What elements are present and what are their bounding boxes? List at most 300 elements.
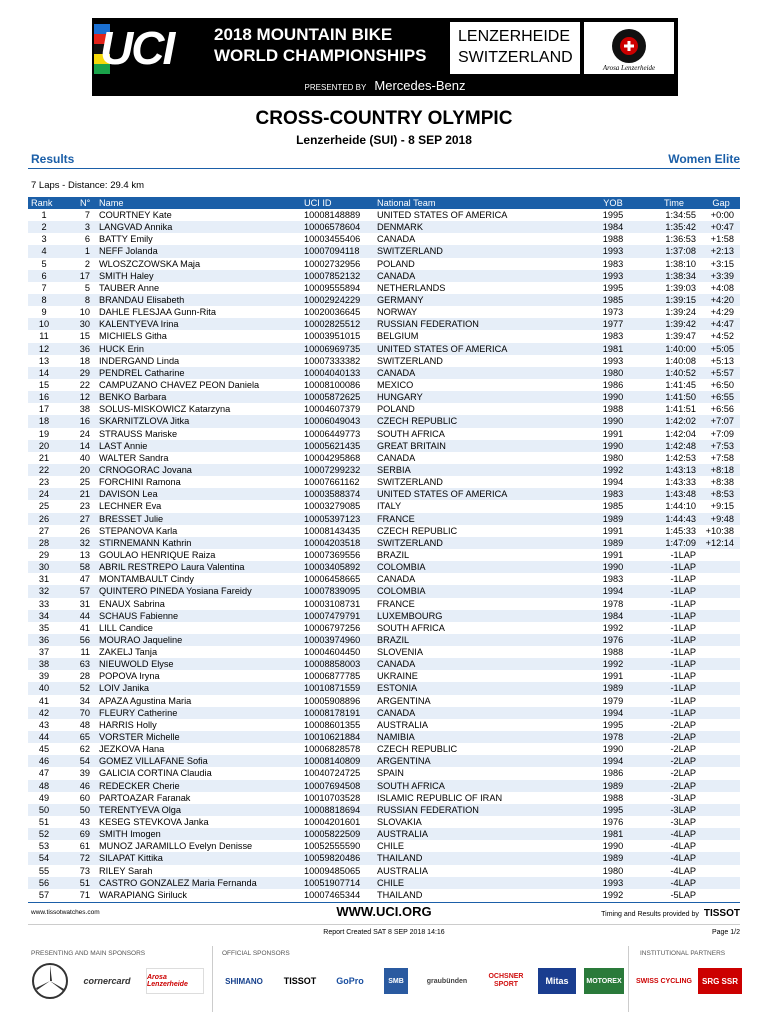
cell-name: MUNOZ JARAMILLO Evelyn Denisse: [99, 841, 253, 852]
cell-gap: +0:47: [710, 222, 734, 233]
sponsor-logo: SWISS CYCLING: [636, 977, 693, 985]
cell-rank: 10: [38, 319, 50, 330]
sponsor-logo: OCHSNER SPORT: [488, 973, 524, 988]
cell-time: 1:39:03: [665, 282, 696, 293]
table-row: [28, 294, 740, 306]
cell-uci-id: 10004201601: [304, 817, 361, 828]
cell-no: 58: [79, 562, 90, 573]
cell-time: -1LAP: [670, 634, 696, 645]
cell-team: CZECH REPUBLIC: [377, 744, 458, 755]
cell-yob: 1992: [602, 659, 624, 670]
cell-gap: +3:15: [710, 258, 734, 269]
cell-no: 50: [79, 804, 90, 815]
cell-name: BRESSET Julie: [99, 513, 164, 524]
cell-rank: 19: [38, 428, 50, 439]
cell-no: 27: [79, 513, 90, 524]
cell-time: -1LAP: [670, 549, 696, 560]
cell-yob: 1978: [602, 732, 624, 743]
cell-name: PENDREL Catharine: [99, 367, 185, 378]
cell-team: NORWAY: [377, 307, 418, 318]
table-row: [28, 476, 740, 488]
championship-title-line2: WORLD CHAMPIONSHIPS: [214, 46, 427, 65]
cell-time: -1LAP: [670, 659, 696, 670]
cell-name: BENKO Barbara: [99, 392, 167, 403]
report-created: Report Created SAT 8 SEP 2018 14:16: [323, 929, 445, 936]
cell-rank: 23: [38, 477, 50, 488]
cell-team: LUXEMBOURG: [377, 610, 443, 621]
table-row: [28, 598, 740, 610]
cell-yob: 1984: [602, 222, 624, 233]
cell-rank: 28: [38, 537, 50, 548]
gear-logo-icon: [584, 22, 674, 74]
presented-by: [92, 76, 678, 96]
cell-rank: 50: [38, 804, 50, 815]
cell-yob: 1988: [602, 234, 624, 245]
cell-no: 23: [79, 501, 90, 512]
cell-team: NETHERLANDS: [377, 282, 446, 293]
table-row: [28, 464, 740, 476]
cell-team: THAILAND: [377, 853, 423, 864]
cell-team: POLAND: [377, 404, 415, 415]
cell-yob: 1989: [602, 853, 624, 864]
cell-no: 65: [79, 732, 90, 743]
cell-team: SOUTH AFRICA: [377, 428, 445, 439]
cell-team: NAMIBIA: [377, 732, 415, 743]
cell-uci-id: 10007369556: [304, 549, 361, 560]
cell-time: 1:42:04: [665, 428, 696, 439]
header-team: National Team: [377, 198, 436, 208]
table-row: [28, 221, 740, 233]
cell-rank: 20: [38, 440, 50, 451]
cell-team: HUNGARY: [377, 392, 423, 403]
cell-yob: 1994: [602, 756, 624, 767]
table-row: [28, 755, 740, 767]
cell-yob: 1986: [602, 768, 624, 779]
cell-time: -1LAP: [670, 622, 696, 633]
cell-uci-id: 10008818694: [304, 804, 361, 815]
cell-team: ESTONIA: [377, 683, 418, 694]
cell-no: 15: [79, 331, 90, 342]
cell-yob: 1973: [602, 307, 624, 318]
cell-rank: 9: [41, 307, 47, 318]
cell-gap: +8:38: [710, 477, 734, 488]
cell-team: SWITZERLAND: [377, 537, 443, 548]
cell-time: 1:34:55: [665, 210, 696, 220]
cell-uci-id: 10059820486: [304, 853, 361, 864]
cell-time: 1:36:53: [665, 234, 696, 245]
cell-yob: 1989: [602, 683, 624, 694]
cell-name: JEZKOVA Hana: [99, 744, 165, 755]
cell-rank: 12: [38, 343, 50, 354]
table-row: [28, 719, 740, 731]
cell-name: MOURAO Jaqueline: [99, 634, 183, 645]
cell-rank: 17: [38, 404, 50, 415]
cell-gap: +4:47: [710, 319, 734, 330]
cell-yob: 1993: [602, 877, 624, 888]
table-row: [28, 391, 740, 403]
cell-rank: 43: [38, 719, 50, 730]
cell-team: CANADA: [377, 367, 416, 378]
cell-name: KALENTYEVA Irina: [99, 319, 179, 330]
cell-name: LILL Candice: [99, 622, 153, 633]
cell-uci-id: 10003588374: [304, 489, 361, 500]
cell-gap: +3:39: [710, 270, 734, 281]
cell-yob: 1989: [602, 780, 624, 791]
cell-name: VORSTER Michelle: [99, 732, 180, 743]
cell-yob: 1983: [602, 258, 624, 269]
cell-uci-id: 10008143435: [304, 525, 361, 536]
cell-name: GOMEZ VILLAFANE Sofia: [99, 756, 208, 767]
cell-yob: 1985: [602, 501, 624, 512]
cell-uci-id: 10052555590: [304, 841, 361, 852]
cell-gap: +1:58: [710, 234, 734, 245]
cell-time: -5LAP: [670, 889, 696, 900]
cell-team: AUSTRALIA: [377, 865, 429, 876]
cell-time: -2LAP: [670, 732, 696, 743]
cell-uci-id: 10007333382: [304, 355, 361, 366]
table-row: [28, 415, 740, 427]
cell-uci-id: 10007694508: [304, 780, 361, 791]
cell-no: 6: [84, 234, 90, 245]
table-row: [28, 245, 740, 257]
cell-time: 1:42:48: [665, 440, 696, 451]
cell-rank: 32: [38, 586, 50, 597]
table-row: [28, 682, 740, 694]
cell-team: BRAZIL: [377, 549, 410, 560]
cell-uci-id: 10008140809: [304, 756, 361, 767]
cell-rank: 26: [38, 513, 50, 524]
cell-rank: 25: [38, 501, 50, 512]
cell-no: 2: [84, 258, 90, 269]
cell-gap: +6:56: [710, 404, 734, 415]
presenting-sponsors-heading: PRESENTING AND MAIN SPONSORS: [31, 950, 146, 957]
cell-time: 1:43:13: [665, 464, 696, 475]
cell-rank: 18: [38, 416, 50, 427]
cell-name: WARAPIANG Siriluck: [99, 889, 187, 900]
cell-no: 41: [79, 622, 90, 633]
cell-rank: 4: [41, 246, 47, 257]
cell-name: FLEURY Catherine: [99, 707, 178, 718]
sponsor-logo: TISSOT: [283, 976, 317, 986]
cell-name: GOULAO HENRIQUE Raiza: [99, 549, 216, 560]
cell-rank: 39: [38, 671, 50, 682]
cell-time: 1:42:02: [665, 416, 696, 427]
cell-yob: 1991: [602, 525, 624, 536]
cell-no: 61: [79, 841, 90, 852]
cell-team: UNITED STATES OF AMERICA: [377, 210, 508, 220]
header-uci-id: UCI ID: [304, 198, 332, 208]
table-row: [28, 634, 740, 646]
cell-name: APAZA Agustina Maria: [99, 695, 192, 706]
cell-team: MEXICO: [377, 379, 414, 390]
cell-uci-id: 10004607379: [304, 404, 361, 415]
sponsor-divider: [628, 946, 629, 1012]
cell-team: CZECH REPUBLIC: [377, 525, 458, 536]
cell-name: BATTY Emily: [99, 234, 153, 245]
cell-name: HARRIS Holly: [99, 719, 157, 730]
cell-rank: 7: [41, 282, 47, 293]
cell-name: HUCK Erin: [99, 343, 144, 354]
table-body: [28, 209, 740, 901]
cell-name: FORCHINI Ramona: [99, 477, 181, 488]
event-location: [450, 22, 580, 74]
cell-time: -2LAP: [670, 768, 696, 779]
cell-rank: 1: [41, 210, 47, 220]
cell-rank: 47: [38, 768, 50, 779]
cell-no: 73: [79, 865, 90, 876]
cell-time: 1:44:10: [665, 501, 696, 512]
cell-name: SILAPAT Kittika: [99, 853, 163, 864]
table-row: [28, 330, 740, 342]
cell-team: AUSTRALIA: [377, 829, 429, 840]
uci-logo: UCI: [100, 22, 174, 74]
championship-title: [214, 24, 427, 66]
cell-time: -4LAP: [670, 841, 696, 852]
cell-no: 7: [84, 210, 90, 220]
cell-rank: 8: [41, 294, 47, 305]
cell-team: CHILE: [377, 841, 405, 852]
cell-time: -2LAP: [670, 756, 696, 767]
cell-team: GERMANY: [377, 294, 424, 305]
cell-time: 1:38:10: [665, 258, 696, 269]
sponsor-logo: GoPro: [336, 976, 364, 986]
cell-name: SOLUS-MISKOWICZ Katarzyna: [99, 404, 231, 415]
cell-yob: 1980: [602, 452, 624, 463]
cell-yob: 1984: [602, 610, 624, 621]
cell-team: SWITZERLAND: [377, 246, 443, 257]
table-row: [28, 622, 740, 634]
cell-no: 71: [79, 889, 90, 900]
cell-team: FRANCE: [377, 513, 415, 524]
cell-rank: 14: [38, 367, 50, 378]
cell-gap: +5:57: [710, 367, 734, 378]
cell-gap: +7:07: [710, 416, 734, 427]
table-row: [28, 233, 740, 245]
cell-no: 10: [79, 307, 90, 318]
cell-name: DAVISON Lea: [99, 489, 158, 500]
timing-text: Timing and Results provided by: [601, 911, 699, 918]
cell-rank: 38: [38, 659, 50, 670]
cell-gap: +4:08: [710, 282, 734, 293]
cell-time: 1:39:47: [665, 331, 696, 342]
cell-time: -3LAP: [670, 792, 696, 803]
cell-team: CZECH REPUBLIC: [377, 416, 458, 427]
cell-rank: 13: [38, 355, 50, 366]
cell-time: 1:35:42: [665, 222, 696, 233]
cell-uci-id: 10010703528: [304, 792, 361, 803]
cell-rank: 49: [38, 792, 50, 803]
official-sponsors-heading: OFFICIAL SPONSORS: [222, 950, 290, 957]
cell-no: 54: [79, 756, 90, 767]
cell-time: 1:44:43: [665, 513, 696, 524]
cell-uci-id: 10004040133: [304, 367, 361, 378]
cell-uci-id: 10006828578: [304, 744, 361, 755]
sponsor-logo: Mitas: [538, 968, 576, 994]
cell-name: LOIV Janika: [99, 683, 150, 694]
cell-yob: 1991: [602, 428, 624, 439]
cell-uci-id: 10040724725: [304, 768, 361, 779]
cell-time: -1LAP: [670, 574, 696, 585]
cell-uci-id: 10004604450: [304, 647, 361, 658]
cell-yob: 1991: [602, 671, 624, 682]
event-logo-text: Arosa Lenzerheide: [602, 64, 656, 72]
cell-yob: 1991: [602, 549, 624, 560]
cell-team: BELGIUM: [377, 331, 419, 342]
cell-yob: 1990: [602, 440, 624, 451]
cell-team: SWITZERLAND: [377, 355, 443, 366]
cell-time: 1:42:53: [665, 452, 696, 463]
cell-yob: 1990: [602, 562, 624, 573]
cell-uci-id: 10006877785: [304, 671, 361, 682]
cell-uci-id: 10003279085: [304, 501, 361, 512]
cell-name: INDERGAND Linda: [99, 355, 180, 366]
cell-name: REDECKER Cherie: [99, 780, 180, 791]
header-no: N°: [80, 198, 91, 208]
cell-name: WALTER Sandra: [99, 452, 169, 463]
cell-no: 11: [80, 647, 90, 658]
cell-team: AUSTRALIA: [377, 719, 429, 730]
cell-yob: 1988: [602, 647, 624, 658]
cell-name: SKARNITZLOVA Jitka: [99, 416, 190, 427]
sponsor-logo: SHIMANO: [225, 976, 263, 986]
cell-time: 1:40:52: [665, 367, 696, 378]
cell-yob: 1981: [602, 829, 624, 840]
cell-rank: 24: [38, 489, 50, 500]
cell-yob: 1990: [602, 392, 624, 403]
table-row: [28, 731, 740, 743]
cell-yob: 1994: [602, 586, 624, 597]
cell-gap: +6:55: [710, 392, 734, 403]
cell-rank: 48: [38, 780, 50, 791]
table-row: [28, 804, 740, 816]
uci-website[interactable]: WWW.UCI.ORG: [336, 904, 432, 919]
table-row: [28, 500, 740, 512]
cell-yob: 1989: [602, 537, 624, 548]
cell-uci-id: 10005872625: [304, 392, 361, 403]
cell-uci-id: 10006458665: [304, 574, 361, 585]
sponsor-logo: graubünden: [426, 977, 468, 985]
cell-yob: 1990: [602, 841, 624, 852]
cell-name: STEPANOVA Karla: [99, 525, 178, 536]
cell-yob: 1979: [602, 695, 624, 706]
table-header: [28, 197, 740, 209]
cell-name: DAHLE FLESJAA Gunn-Rita: [99, 307, 216, 318]
cell-name: SMITH Imogen: [99, 829, 161, 840]
cell-no: 46: [79, 780, 90, 791]
cell-no: 69: [79, 829, 90, 840]
sponsor-logo: Arosa Lenzerheide: [146, 968, 204, 994]
cell-rank: 6: [41, 270, 47, 281]
cell-uci-id: 10010871559: [304, 683, 361, 694]
cell-rank: 36: [38, 634, 50, 645]
cell-uci-id: 10006969735: [304, 343, 361, 354]
table-row: [28, 306, 740, 318]
cell-yob: 1985: [602, 294, 624, 305]
cell-name: CASTRO GONZALEZ Maria Fernanda: [99, 877, 257, 888]
cell-no: 34: [79, 695, 90, 706]
cell-yob: 1980: [602, 865, 624, 876]
table-row: [28, 707, 740, 719]
cell-uci-id: 10007479791: [304, 610, 361, 621]
cell-uci-id: 10006578604: [304, 222, 361, 233]
cell-time: -4LAP: [670, 853, 696, 864]
cell-rank: 29: [38, 549, 50, 560]
cell-uci-id: 10007299232: [304, 464, 361, 475]
cell-team: RUSSIAN FEDERATION: [377, 319, 479, 330]
cell-team: SOUTH AFRICA: [377, 780, 445, 791]
cell-time: 1:43:33: [665, 477, 696, 488]
sponsor-logo: cornercard: [83, 976, 131, 986]
cell-uci-id: 10004295868: [304, 452, 361, 463]
table-row: [28, 270, 740, 282]
cell-name: CAMPUZANO CHAVEZ PEON Daniela: [99, 379, 260, 390]
cell-rank: 41: [38, 695, 50, 706]
cell-time: 1:41:51: [665, 404, 696, 415]
cell-yob: 1980: [602, 367, 624, 378]
cell-time: -1LAP: [670, 586, 696, 597]
header-name: Name: [99, 198, 124, 208]
cell-team: ARGENTINA: [377, 756, 431, 767]
footer-divider: [28, 902, 740, 903]
page-number: Page 1/2: [711, 929, 740, 936]
cell-uci-id: 10007465344: [304, 889, 361, 900]
table-row: [28, 549, 740, 561]
event-subtitle: Lenzerheide (SUI) - 8 SEP 2018: [296, 133, 472, 147]
cell-uci-id: 10009555894: [304, 282, 361, 293]
cell-time: 1:37:08: [665, 246, 696, 257]
cell-time: 1:39:24: [665, 307, 696, 318]
cell-yob: 1976: [602, 634, 624, 645]
cell-name: RILEY Sarah: [99, 865, 153, 876]
cell-gap: +7:58: [710, 452, 734, 463]
cell-time: 1:43:48: [665, 489, 696, 500]
cell-name: MICHIELS Githa: [99, 331, 167, 342]
cell-no: 56: [79, 634, 90, 645]
cell-rank: 52: [38, 829, 50, 840]
cell-time: 1:39:15: [665, 294, 696, 305]
cell-uci-id: 10007661162: [304, 477, 360, 488]
cell-no: 5: [84, 282, 90, 293]
cell-rank: 57: [38, 889, 50, 900]
table-row: [28, 585, 740, 597]
cell-time: 1:41:45: [665, 379, 696, 390]
event-logo: [584, 22, 674, 74]
table-row: [28, 282, 740, 294]
cell-uci-id: 10008100086: [304, 379, 361, 390]
cell-no: 12: [79, 392, 90, 403]
cell-name: ENAUX Sabrina: [99, 598, 165, 609]
cell-no: 17: [79, 270, 90, 281]
cell-name: TAUBER Anne: [99, 282, 160, 293]
cell-name: BRANDAU Elisabeth: [99, 294, 185, 305]
cell-time: -1LAP: [670, 671, 696, 682]
cell-uci-id: 10051907714: [304, 877, 361, 888]
tissot-website[interactable]: www.tissotwatches.com: [31, 909, 100, 916]
cell-name: ABRIL RESTREPO Laura Valentina: [99, 562, 245, 573]
table-row: [28, 695, 740, 707]
footer-divider-2: [28, 924, 740, 925]
results-table: [28, 197, 740, 901]
cell-time: -1LAP: [670, 683, 696, 694]
cell-name: LAST Annie: [99, 440, 148, 451]
cell-gap: +12:14: [705, 537, 734, 548]
cell-time: -4LAP: [670, 829, 696, 840]
cell-team: POLAND: [377, 258, 415, 269]
cell-no: 29: [79, 367, 90, 378]
cell-no: 3: [84, 222, 90, 233]
cell-rank: 22: [38, 464, 50, 475]
cell-time: -1LAP: [670, 610, 696, 621]
